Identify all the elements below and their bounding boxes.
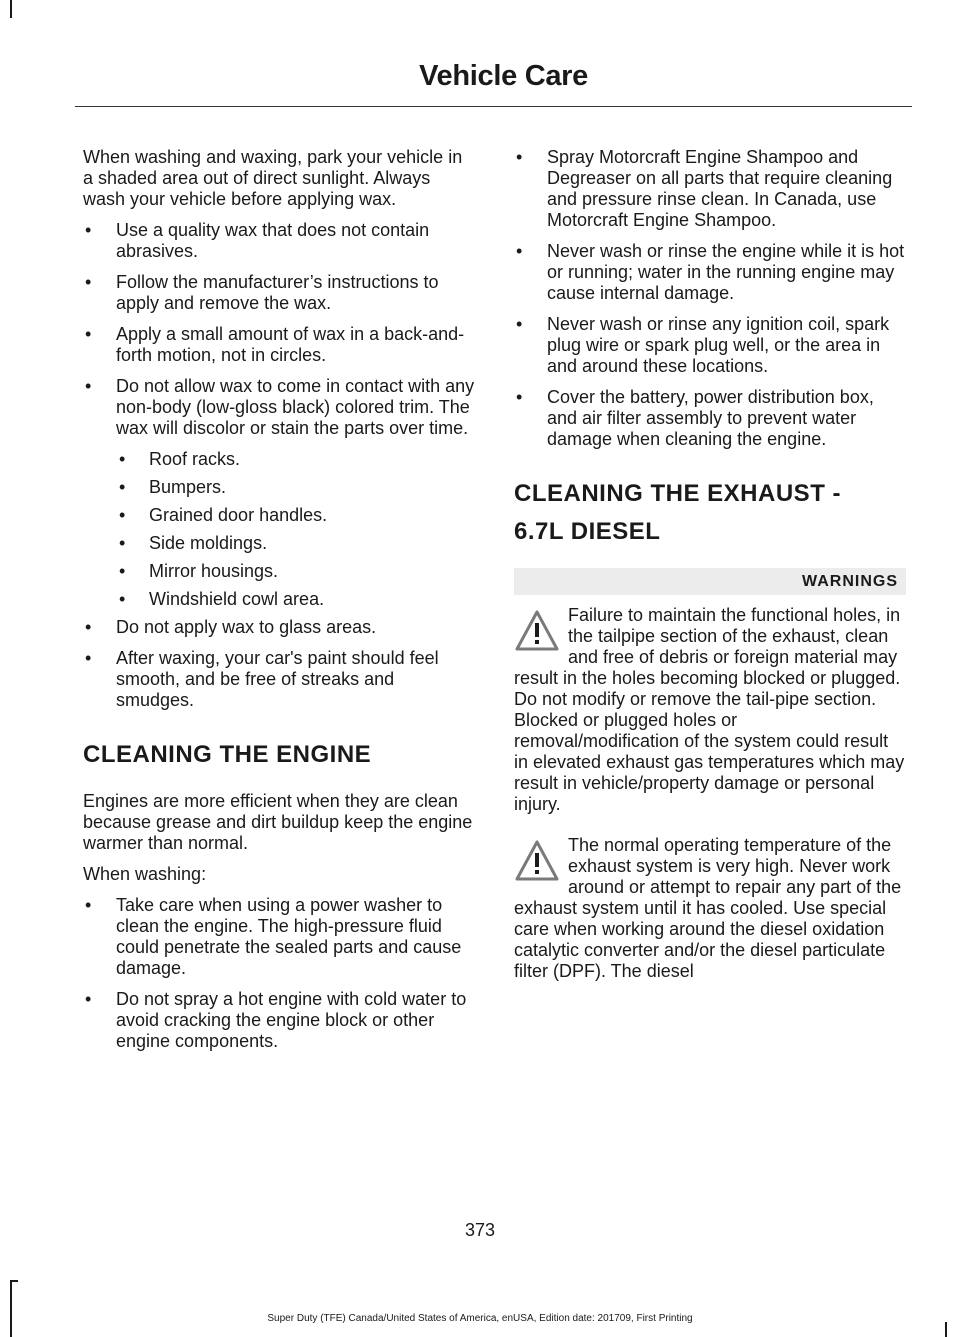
list-item: • Never wash or rinse any ignition coil, spark plug wire or spark plug well, or the area in and around these locations. bbox=[516, 314, 890, 376]
left-column bbox=[83, 147, 475, 1062]
page-title: Vehicle Care bbox=[419, 60, 588, 92]
section-heading-exhaust-line2: 6.7L DIESEL bbox=[514, 518, 661, 545]
crop-mark-bottom-left bbox=[10, 1280, 12, 1337]
crop-mark-top-left bbox=[10, 0, 12, 18]
engine-intro-paragraph: Engines are more efficient when they are clean because grease and dirt buildup keep the engine warmer than normal. bbox=[83, 791, 473, 853]
edition-footer: Super Duty (TFE) Canada/United States of America, enUSA, Edition date: 201709, First Printing bbox=[267, 1313, 693, 1324]
list-item: • After waxing, your car's paint should feel smooth, and be free of streaks and smudges. bbox=[85, 648, 439, 710]
header-divider bbox=[75, 106, 912, 107]
warning-item: The normal operating temperature of the exhaust system is very high. Never work around or attempt to repair any part of the exhaust system until it has cooled. Use special care when working around the diesel oxidation catalytic converter and/or the diesel particulate filter (DPF). The diesel bbox=[514, 835, 902, 981]
sub-list-item: • Roof racks. bbox=[119, 449, 241, 469]
list-item: • Apply a small amount of wax in a back-and-forth motion, not in circles. bbox=[85, 324, 465, 365]
crop-mark-bottom-right bbox=[945, 1322, 947, 1337]
sub-list-item: • Grained door handles. bbox=[119, 505, 328, 525]
list-item: • Use a quality wax that does not contain abrasives. bbox=[85, 220, 430, 261]
page-number: 373 bbox=[464, 1220, 496, 1240]
list-item: • Never wash or rinse the engine while it is hot or running; water in the running engine may cause internal damage. bbox=[516, 241, 905, 303]
sub-list-item: • Bumpers. bbox=[119, 477, 227, 497]
sub-list-item: • Windshield cowl area. bbox=[119, 589, 325, 609]
list-item: • Follow the manufacturer’s instructions to apply and remove the wax. bbox=[85, 272, 439, 313]
list-item: • Do not allow wax to come in contact with any non-body (low-gloss black) colored trim. The wax will discolor or stain the parts over time. bbox=[85, 376, 475, 438]
list-item: • Do not apply wax to glass areas. bbox=[85, 617, 377, 637]
section-heading-engine: CLEANING THE ENGINE bbox=[83, 741, 372, 768]
warning-triangle-icon bbox=[514, 609, 560, 653]
sub-list-item: • Side moldings. bbox=[119, 533, 268, 553]
warning-item: Failure to maintain the functional holes, in the tailpipe section of the exhaust, clean and free of debris or foreign material may result in the holes becoming blocked or plugged. Do not modify or remove the tail-pipe section. Blocked or plugged holes or removal/modification of the system could result in elevated exhaust gas temperatures which may result in vehicle/property damage or personal injury. bbox=[514, 605, 905, 814]
list-item: • Cover the battery, power distribution box, and air filter assembly to prevent water damage when cleaning the engine. bbox=[516, 387, 874, 449]
intro-paragraph: When washing and waxing, park your vehicle in a shaded area out of direct sunlight. Always wash your vehicle before applying wax. bbox=[83, 147, 463, 209]
sub-list-item: • Mirror housings. bbox=[119, 561, 279, 581]
right-column bbox=[514, 147, 906, 994]
section-heading-exhaust: CLEANING THE EXHAUST - bbox=[514, 480, 842, 507]
warning-triangle-icon bbox=[514, 839, 560, 883]
list-item: • Spray Motorcraft Engine Shampoo and Degreaser on all parts that require cleaning and pressure rinse clean. In Canada, use Motorcraft Engine Shampoo. bbox=[516, 147, 893, 230]
warnings-header: WARNINGS bbox=[514, 568, 906, 595]
crop-mark-bottom-left-h bbox=[10, 1280, 18, 1282]
list-item: • Do not spray a hot engine with cold water to avoid cracking the engine block or other engine components. bbox=[85, 989, 467, 1051]
when-washing-label: When washing: bbox=[83, 864, 207, 884]
list-item: • Take care when using a power washer to clean the engine. The high-pressure fluid could penetrate the sealed parts and cause damage. bbox=[85, 895, 462, 978]
